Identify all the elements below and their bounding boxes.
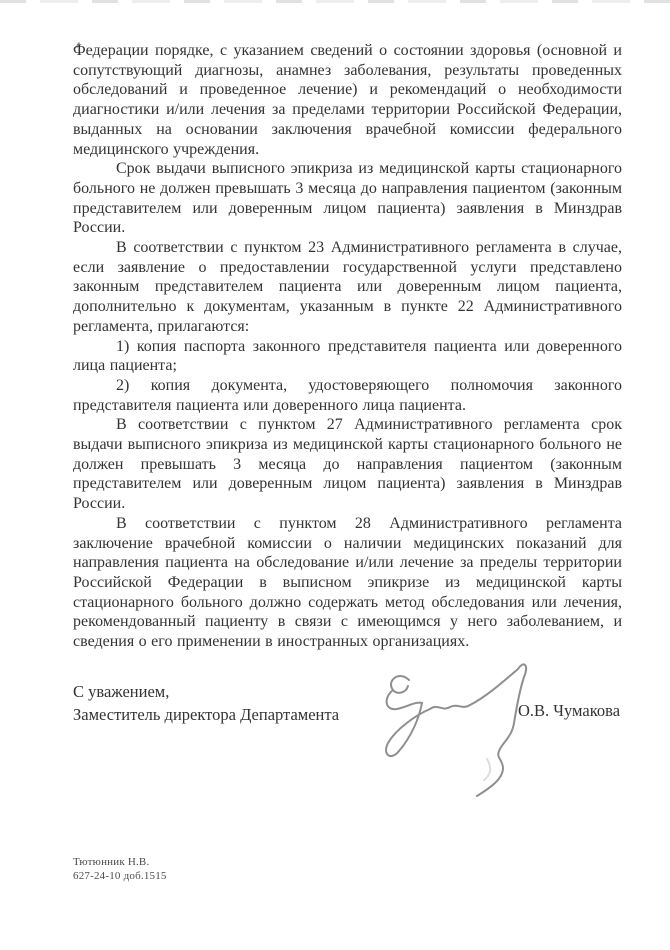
list-item-2: 2) копия документа, удостоверяющего полномочия законного представителя пациента или доверенного лица пациента. — [73, 376, 622, 414]
signer-position: Заместитель директора Департамента — [73, 704, 340, 724]
closing-salutation: С уважением, — [73, 682, 170, 701]
signer-name: О.В. Чумакова — [518, 701, 621, 720]
paragraph-point-27: В соответствии с пунктом 27 Административного регламента срок выдачи выписного эпикриза из медицинской карты стационарного больного не должен превышать 3 месяца до направления пациентом (законным представителем или доверенным лицом пациента) заявления в Минздрав России. — [73, 416, 622, 513]
paragraph-term: Срок выдачи выписного эпикриза из медицинской карты стационарного больного не должен превышать 3 месяца до направления пациентом (законным представителем или доверенным лицом пациента) заявления в Минздрав России. — [73, 160, 622, 237]
paragraph-point-28: В соответствии с пунктом 28 Административного регламента заключение врачебной комиссии о наличии медицинских показаний для направления пациента на обследование и/или лечение за пределы территории Российской Федерации в выписном эпикризе из медицинской карты стационарного больного должно содержать метод обследования или лечения, рекомендованный пациенту в связи с имеющимся у него заболеванием, и сведения о его применении в иностранных организациях. — [73, 514, 622, 651]
executor-footer — [73, 856, 167, 883]
paragraph-continuation: Федерации порядке, с указанием сведений о состоянии здоровья (основной и сопутствующий диагнозы, анамнез заболевания, результаты проведенных обследований и проведенное лечение) и рекомендаций о необходимости диагностики и/или лечения за пределами территории Российской Федерации, выданных на основании заключения врачебной комиссии федерального медицинского учреждения. — [73, 42, 622, 158]
executor-phone: 627-24-10 доб.1515 — [73, 869, 167, 882]
letter-body — [73, 41, 622, 652]
closing-block — [73, 681, 339, 726]
paragraph-point-23: В соответствии с пунктом 23 Административного регламента в случае, если заявление о предоставлении государственной услуги представлено законным представителем пациента или доверенным лицом пациента, дополнительно к документам, указанным в пункте 22 Административного регламента, прилагаются: — [73, 239, 622, 335]
executor-name: Тютюнник Н.В. — [73, 856, 150, 868]
handwritten-signature-icon — [372, 659, 532, 801]
list-item-1: 1) копия паспорта законного представителя пациента или доверенного лица пациента; — [73, 337, 622, 375]
scan-edge-artifact — [0, 0, 670, 3]
